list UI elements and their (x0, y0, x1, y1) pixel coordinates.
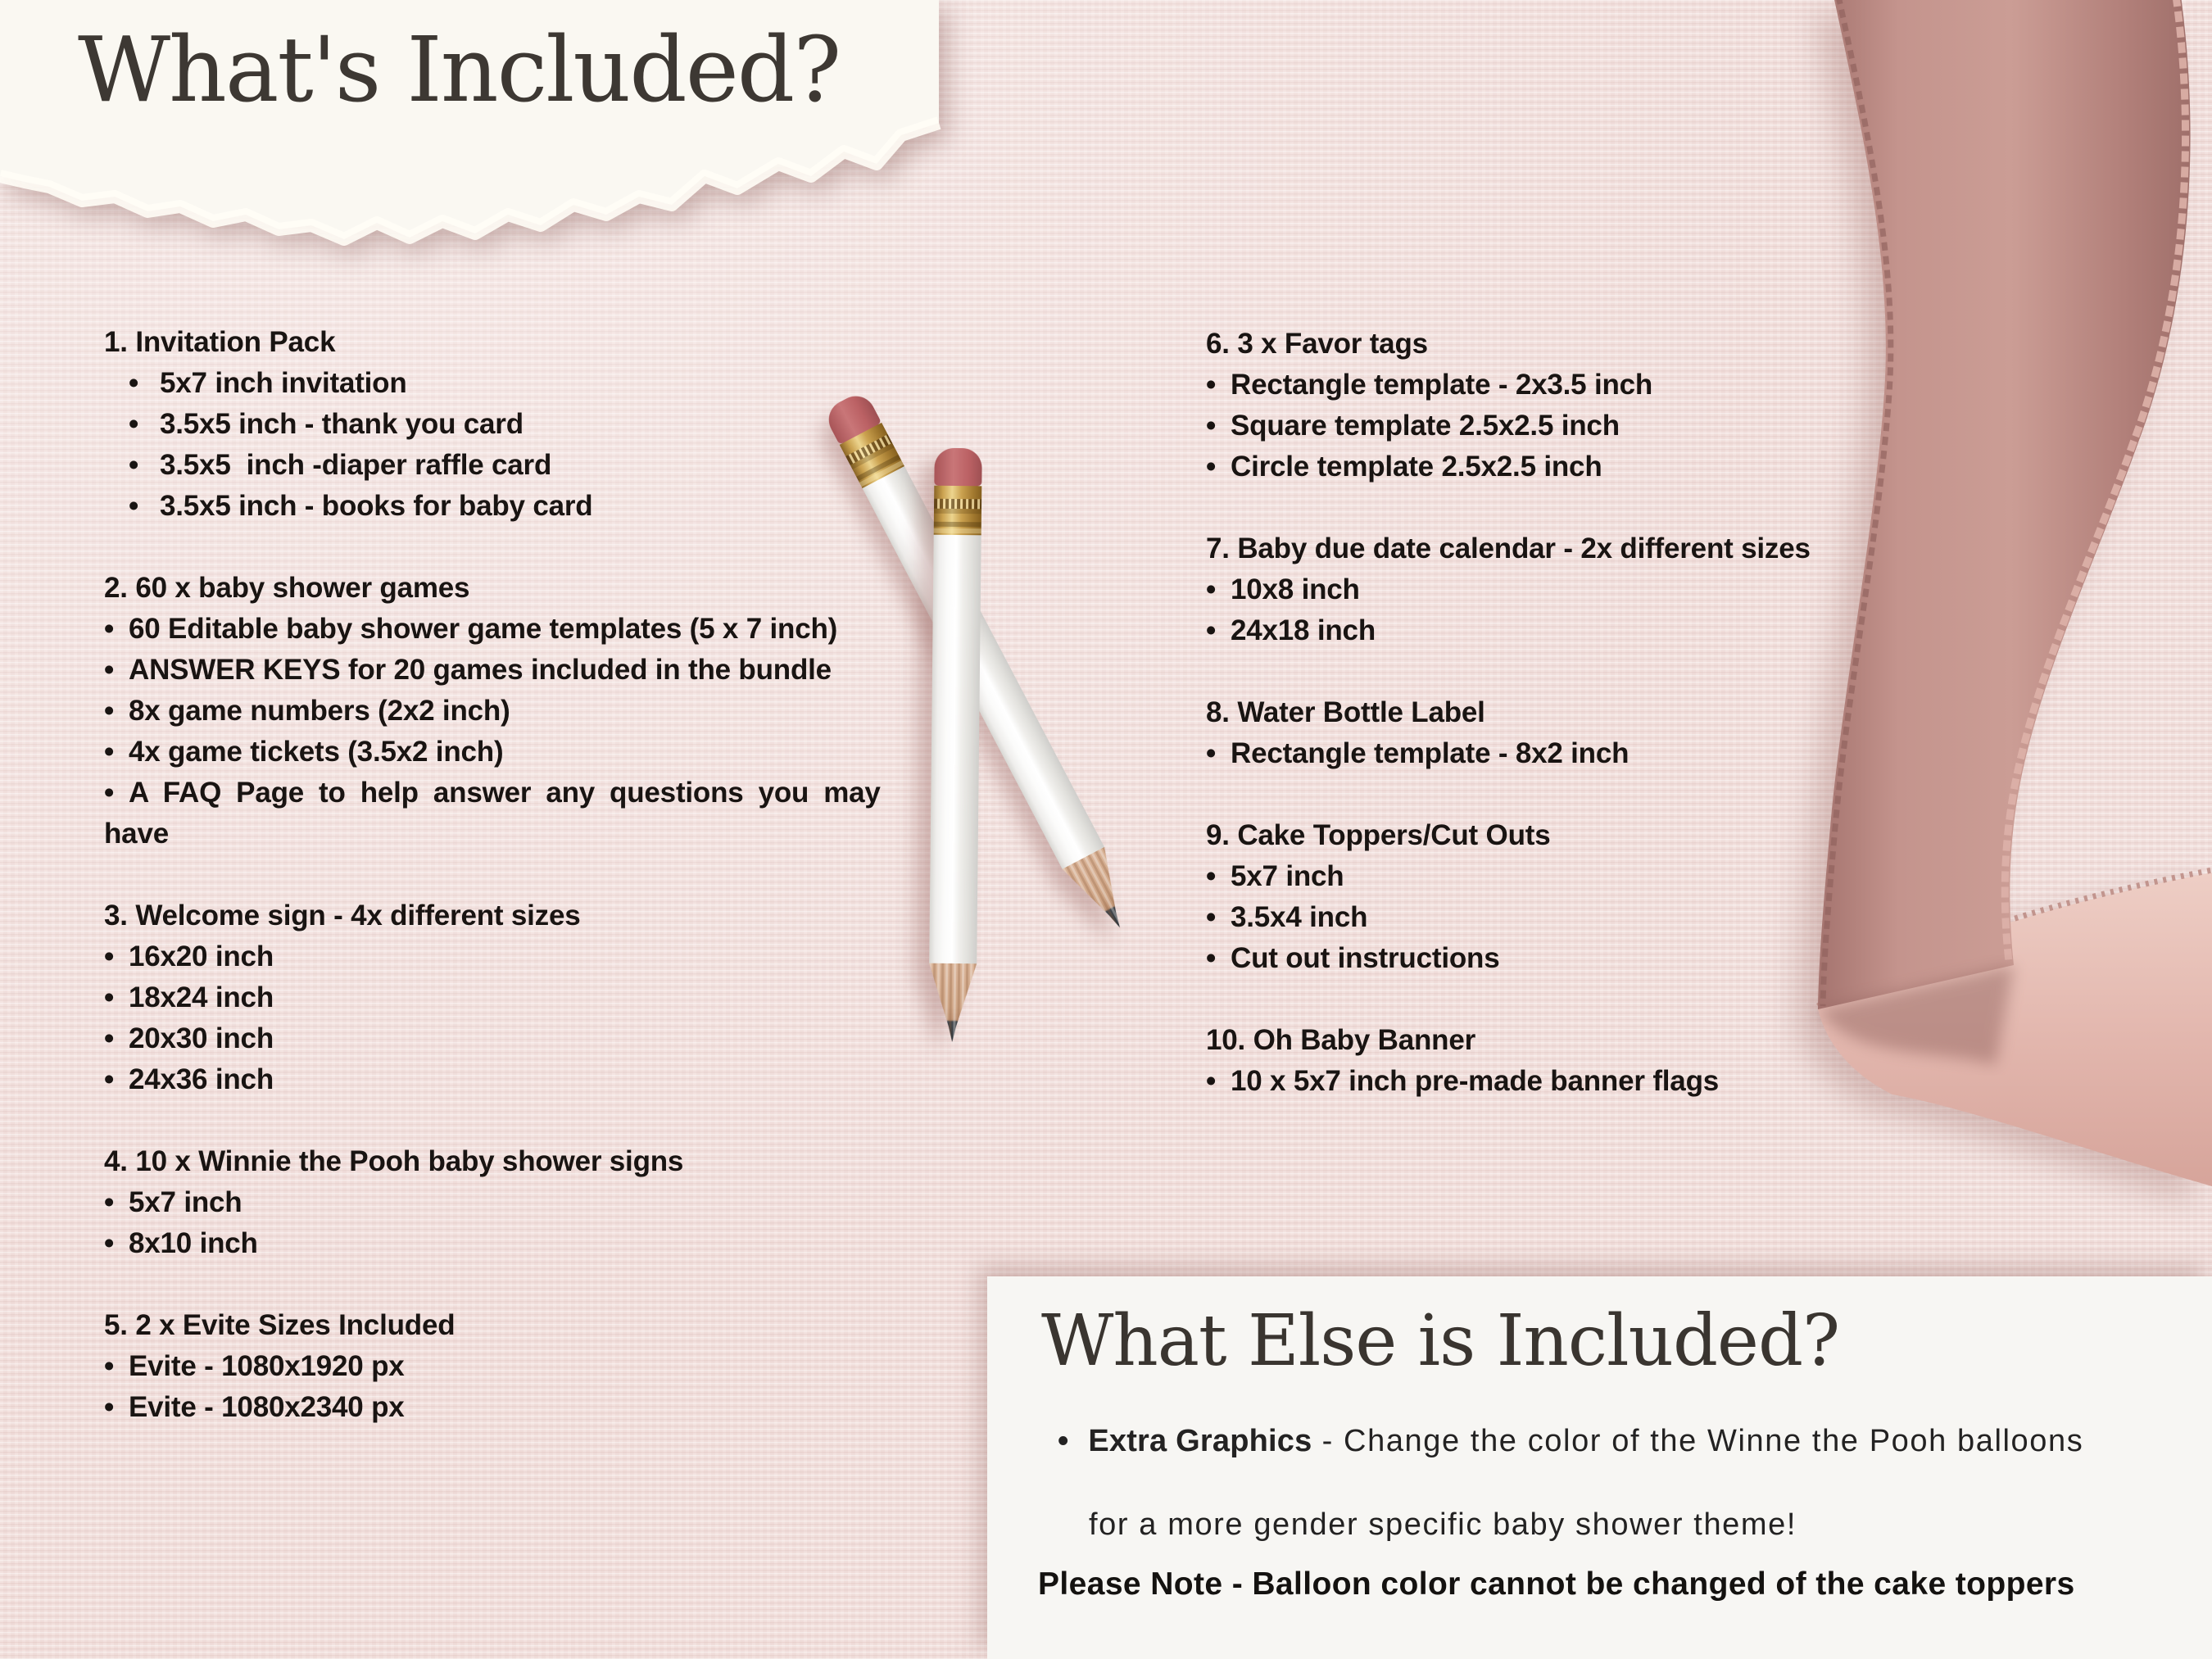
list-item (1206, 733, 2050, 774)
list-item (1206, 446, 2050, 487)
list-item (104, 404, 931, 445)
bullet-icon: • (104, 1350, 115, 1382)
list-item (104, 691, 931, 732)
pencil-tip (928, 963, 977, 1043)
list-item-text: 8x game numbers (2x2 inch) (129, 695, 510, 727)
list-item-text: 10 x 5x7 inch pre-made banner flags (1231, 1065, 1720, 1097)
bullet-icon: • (104, 695, 115, 727)
list-section (1206, 692, 2050, 774)
bullet-icon: • (1058, 1424, 1069, 1458)
section-heading: 6. 3 x Favor tags (1206, 328, 1428, 360)
bullet-icon: • (1206, 737, 1217, 769)
list-item-text: Evite - 1080x1920 px (129, 1350, 405, 1382)
bullet-icon: • (129, 408, 139, 440)
bullet-icon: • (104, 777, 115, 809)
please-note-line: Please Note - Balloon color cannot be changed of the cake toppers (1038, 1566, 2075, 1602)
section-heading: 7. Baby due date calendar - 2x different sizes (1206, 533, 1811, 564)
list-section (1206, 1020, 2050, 1102)
pencil-shaft (929, 535, 981, 964)
list-item (104, 732, 931, 773)
bullet-icon: • (1206, 901, 1217, 933)
list-section (104, 895, 931, 1100)
list-item (104, 1059, 931, 1100)
list-item-text: Rectangle template - 2x3.5 inch (1231, 369, 1653, 401)
list-item-text: 10x8 inch (1231, 573, 1360, 605)
list-item (104, 773, 931, 814)
section-heading: 9. Cake Toppers/Cut Outs (1206, 819, 1551, 851)
list-item (1206, 856, 2050, 897)
list-item-text: 16x20 inch (129, 941, 274, 972)
list-item-text: 3.5x4 inch (1231, 901, 1368, 933)
bullet-icon: • (1206, 451, 1217, 483)
list-item (104, 1018, 931, 1059)
list-section (1206, 528, 2050, 651)
list-item-text: A FAQ Page to help answer any questions you may (129, 777, 881, 809)
bullet-icon: • (104, 1227, 115, 1259)
list-item (104, 977, 931, 1018)
bullet-icon: • (104, 1391, 115, 1423)
list-item (104, 1387, 931, 1428)
list-section (1206, 815, 2050, 979)
list-item-text: 60 Editable baby shower game templates (5 x 7 inch) (129, 613, 838, 645)
list-section (104, 1141, 931, 1264)
bullet-icon: • (1206, 860, 1217, 892)
list-item-text: 20x30 inch (129, 1022, 274, 1054)
bullet-icon: • (129, 449, 139, 481)
list-item-text: 3.5x5 inch - books for baby card (160, 490, 593, 522)
bullet-icon: • (1206, 410, 1217, 442)
list-item-text: Cut out instructions (1231, 942, 1500, 974)
list-item (104, 1223, 931, 1264)
page-title: What's Included? (78, 17, 841, 122)
list-item-text: have (104, 818, 169, 850)
list-item (104, 1346, 931, 1387)
list-item-text: 18x24 inch (129, 981, 274, 1013)
what-else-card (987, 1276, 2212, 1659)
list-item-text: 5x7 inch (129, 1186, 243, 1218)
bullet-icon: • (104, 981, 115, 1013)
extra-graphics-label: Extra Graphics (1088, 1424, 1312, 1458)
list-item (1206, 1061, 2050, 1102)
extra-graphics-text: - Change the color of the Winne the Pooh balloons (1312, 1424, 2084, 1458)
section-heading: 10. Oh Baby Banner (1206, 1024, 1476, 1056)
list-item-text: 8x10 inch (129, 1227, 258, 1259)
list-item (104, 1182, 931, 1223)
list-item (104, 445, 931, 486)
list-item-text: 5x7 inch invitation (160, 367, 407, 399)
items-column-right (1206, 324, 2050, 1102)
list-item (1206, 569, 2050, 610)
bullet-icon: • (104, 736, 115, 768)
bullet-icon: • (1206, 942, 1217, 974)
list-item-text: 4x game tickets (3.5x2 inch) (129, 736, 504, 768)
bullet-icon: • (1206, 614, 1217, 646)
extra-graphics-line2: for a more gender specific baby shower theme! (1089, 1507, 1797, 1542)
list-item (104, 936, 931, 977)
section-heading: 8. Water Bottle Label (1206, 696, 1485, 728)
list-item (1206, 365, 2050, 406)
pencil-ferrule (934, 486, 982, 536)
bullet-icon: • (129, 367, 139, 399)
bullet-icon: • (1206, 369, 1217, 401)
bullet-icon: • (1206, 573, 1217, 605)
list-item-text: Circle template 2.5x2.5 inch (1231, 451, 1602, 483)
list-item (104, 650, 931, 691)
section-heading: 3. Welcome sign - 4x different sizes (104, 900, 581, 931)
list-item-text: ANSWER KEYS for 20 games included in the bundle (129, 654, 832, 686)
pencil-icon (928, 448, 982, 1043)
extra-graphics-line (1058, 1426, 2083, 1457)
section-heading: 2. 60 x baby shower games (104, 572, 470, 604)
bullet-icon: • (1206, 1065, 1217, 1097)
list-item-text: Rectangle template - 8x2 inch (1231, 737, 1630, 769)
bullet-icon: • (104, 1063, 115, 1095)
list-item (1206, 406, 2050, 446)
list-item-text: 24x18 inch (1231, 614, 1376, 646)
list-item-text: Evite - 1080x2340 px (129, 1391, 405, 1423)
list-section (104, 322, 931, 527)
list-section (104, 1305, 931, 1428)
list-item-text: 24x36 inch (129, 1063, 274, 1095)
section-heading: 5. 2 x Evite Sizes Included (104, 1309, 456, 1341)
what-else-title: What Else is Included? (1041, 1300, 1840, 1382)
list-item-text: 5x7 inch (1231, 860, 1344, 892)
list-item (104, 814, 931, 854)
list-item (104, 609, 931, 650)
list-item (1206, 897, 2050, 938)
list-item (1206, 938, 2050, 979)
bullet-icon: • (104, 1022, 115, 1054)
bullet-icon: • (129, 490, 139, 522)
bullet-icon: • (104, 613, 115, 645)
items-column-left (104, 322, 931, 1428)
list-item-text: Square template 2.5x2.5 inch (1231, 410, 1620, 442)
list-section (1206, 324, 2050, 487)
section-heading: 1. Invitation Pack (104, 326, 336, 358)
bullet-icon: • (104, 941, 115, 972)
bullet-icon: • (104, 1186, 115, 1218)
list-item-text: 3.5x5 inch -diaper raffle card (160, 449, 552, 481)
section-heading: 4. 10 x Winnie the Pooh baby shower signs (104, 1145, 684, 1177)
bullet-icon: • (104, 654, 115, 686)
list-item (1206, 610, 2050, 651)
list-item-text: 3.5x5 inch - thank you card (160, 408, 524, 440)
list-item (104, 486, 931, 527)
pencil-eraser (934, 448, 981, 487)
list-section (104, 568, 931, 854)
list-item (104, 363, 931, 404)
